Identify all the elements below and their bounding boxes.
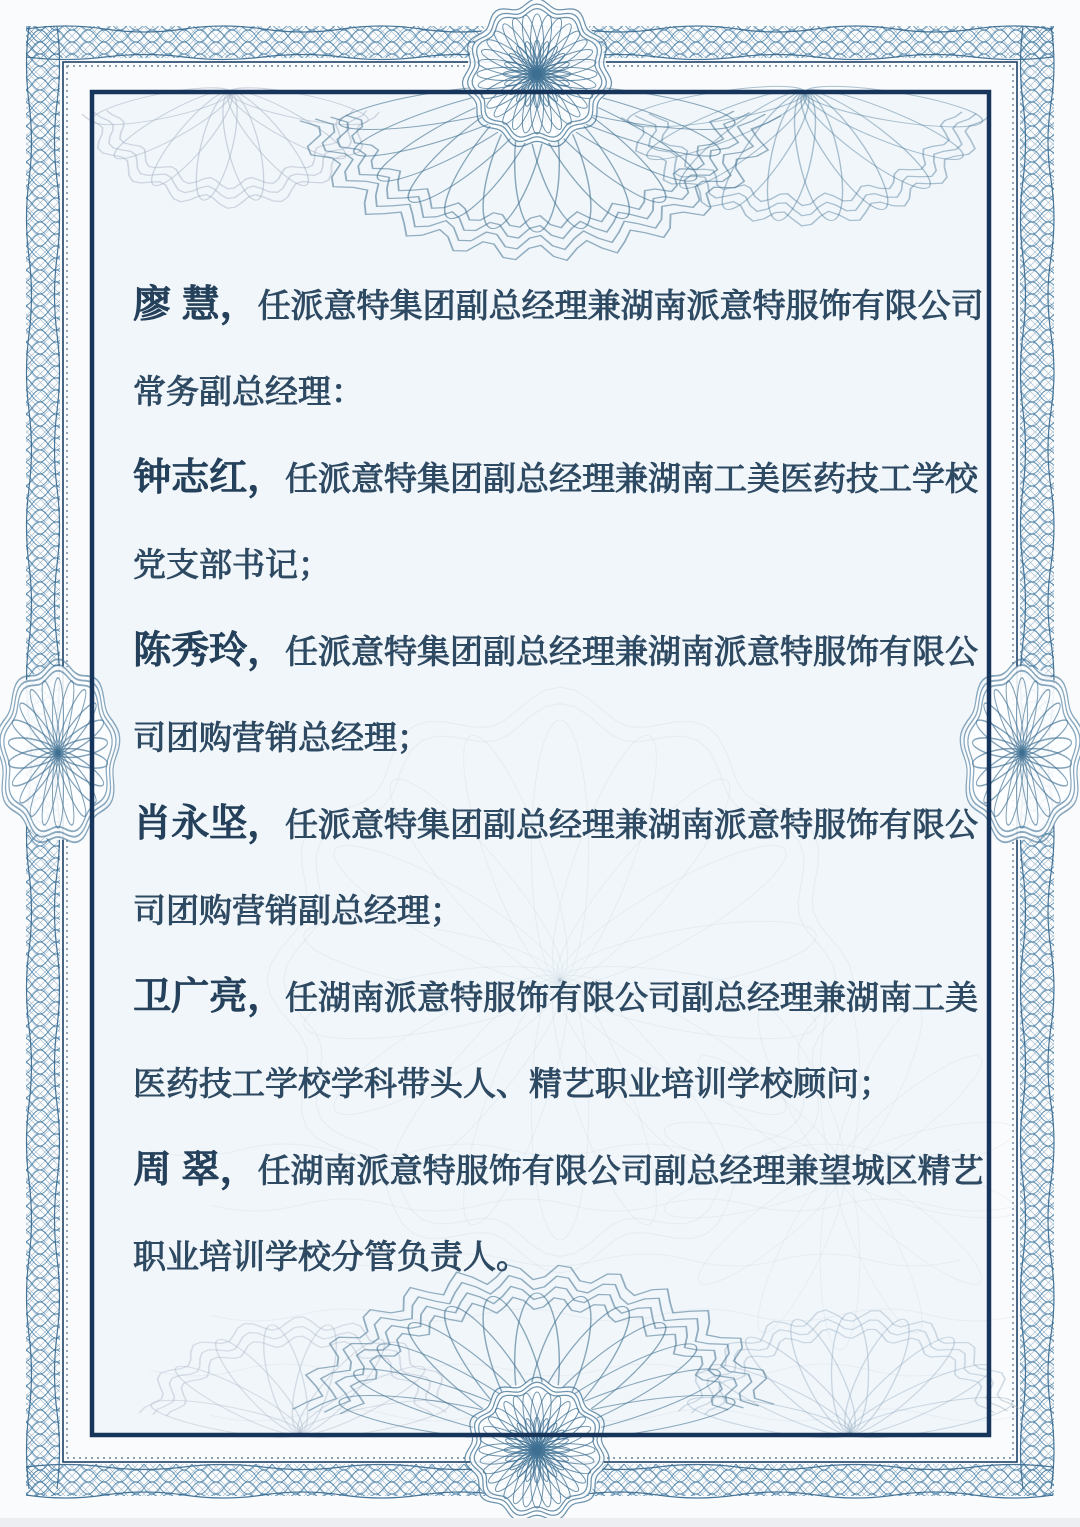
appointment-text: 任派意特集团副总经理兼湖南派意特服饰有限公司团购营销总经理； (133, 633, 979, 756)
person-name: 钟志红， (133, 457, 286, 499)
photo-edge-strip (0, 1518, 1080, 1527)
appointment-entry (133, 435, 988, 608)
appointment-text: 任派意特集团副总经理兼湖南派意特服饰有限公司团购营销副总经理； (133, 806, 979, 929)
appointment-entry (133, 954, 988, 1127)
appointment-text: 任湖南派意特服饰有限公司副总经理兼望城区精艺职业培训学校分管负责人。 (133, 1152, 984, 1275)
person-name: 肖永坚， (133, 803, 286, 845)
person-name: 卫广亮， (133, 976, 286, 1018)
appointment-text: 任派意特集团副总经理兼湖南派意特服饰有限公司常务副总经理： (133, 287, 984, 410)
appointment-text: 任派意特集团副总经理兼湖南工美医药技工学校党支部书记； (133, 460, 979, 583)
document-body (133, 262, 988, 1300)
appointment-entry (133, 781, 988, 954)
appointment-entry (133, 262, 988, 435)
appointment-entry (133, 1127, 988, 1300)
appointment-text: 任湖南派意特服饰有限公司副总经理兼湖南工美医药技工学校学科带头人、精艺职业培训学校顾问； (133, 979, 979, 1102)
person-name: 廖 慧， (133, 284, 258, 326)
person-name: 周 翠， (133, 1149, 258, 1191)
person-name: 陈秀玲， (133, 630, 286, 672)
appointment-entry (133, 608, 988, 781)
